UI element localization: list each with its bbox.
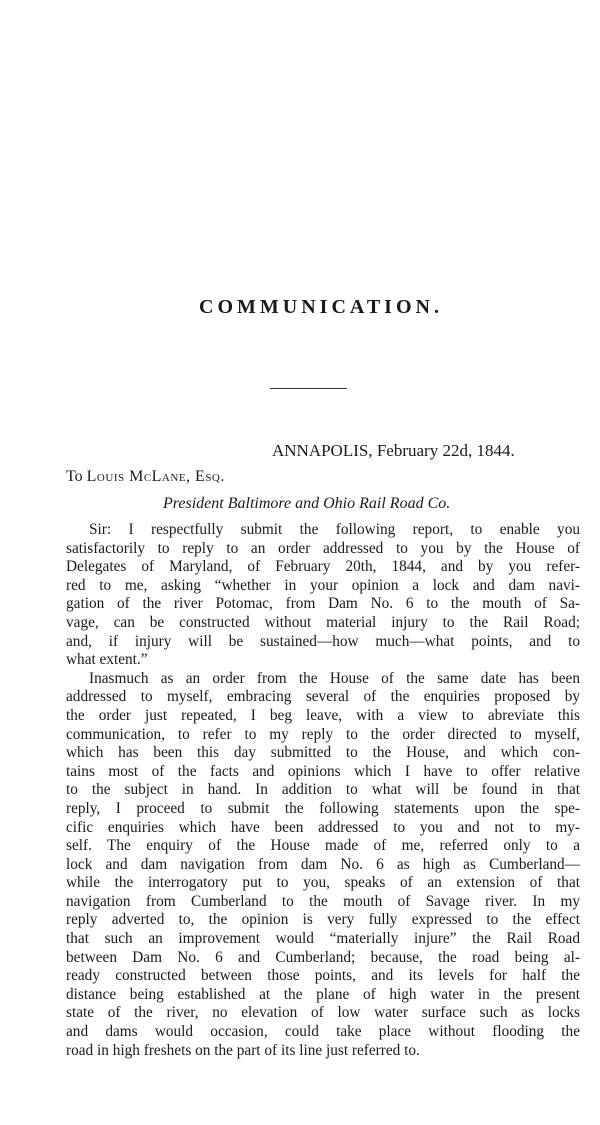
text-line: Inasmuch as an order from the House of the same date has been — [89, 669, 580, 687]
text-line: Delegates of Maryland, of February 20th, 1844, and by you refer- — [66, 558, 580, 576]
text-line: and dams would occasion, could take place without flooding the — [66, 1023, 580, 1041]
document-title: COMMUNICATION. — [199, 296, 443, 318]
text-line: satisfactorily to reply to an order addressed to you by the House of — [66, 539, 580, 557]
text-line: reply adverted to, the opinion is very fully expressed to the effect — [66, 911, 580, 929]
addressee-position: President Baltimore and Ohio Rail Road Co. — [163, 495, 451, 512]
text-line: state of the river, no elevation of low water surface such as locks — [66, 1004, 580, 1022]
text-line: navigation from Cumberland to the mouth of Savage river. In my — [66, 892, 580, 910]
text-line: self. The enquiry of the House made of me, referred only to a — [66, 837, 580, 855]
text-line: what extent.” — [66, 651, 148, 669]
text-line: red to me, asking “whether in your opinion a lock and dam navi- — [66, 576, 580, 594]
text-line: tains most of the facts and opinions which I have to offer relative — [66, 762, 580, 780]
text-line: lock and dam navigation from dam No. 6 as high as Cumberland— — [66, 855, 580, 873]
addressee-name: Louis McLane, Esq. — [86, 468, 225, 485]
text-line: the order just repeated, I beg leave, with a view to abreviate this — [66, 706, 580, 724]
text-line: to the subject in hand. In addition to what will be found in that — [66, 781, 580, 799]
text-line: gation of the river Potomac, from Dam No. 6 to the mouth of Sa- — [66, 595, 580, 613]
dateline: ANNAPOLIS, February 22d, 1844. — [272, 441, 515, 460]
addressee-prefix: To — [66, 468, 87, 485]
addressee — [66, 468, 225, 486]
text-line: and, if injury will be sustained—how much—what points, and to — [66, 632, 580, 650]
text-line: road in high freshets on the part of its line just referred to. — [66, 1041, 420, 1059]
text-line: while the interrogatory put to you, speaks of an extension of that — [66, 874, 580, 892]
text-line: which has been this day submitted to the House, and which con- — [66, 744, 580, 762]
text-line: that such an improvement would “materially injure” the Rail Road — [66, 930, 580, 948]
text-line: vage, can be constructed without material injury to the Rail Road; — [66, 613, 580, 631]
title-divider — [270, 388, 347, 389]
text-line: reply, I proceed to submit the following statements upon the spe- — [66, 799, 580, 817]
letter-body — [66, 521, 580, 1060]
text-line: ready constructed between those points, and its levels for half the — [66, 967, 580, 985]
text-line: addressed to myself, embracing several of the enquiries proposed by — [66, 688, 580, 706]
text-line: between Dam No. 6 and Cumberland; because, the road being al- — [66, 948, 580, 966]
text-line: distance being established at the plane of high water in the present — [66, 985, 580, 1003]
text-line: Sir: I respectfully submit the following report, to enable you — [89, 521, 580, 538]
text-line: cific enquiries which have been addressed to you and not to my- — [66, 818, 580, 836]
text-line: communication, to refer to my reply to the order directed to myself, — [66, 725, 580, 743]
